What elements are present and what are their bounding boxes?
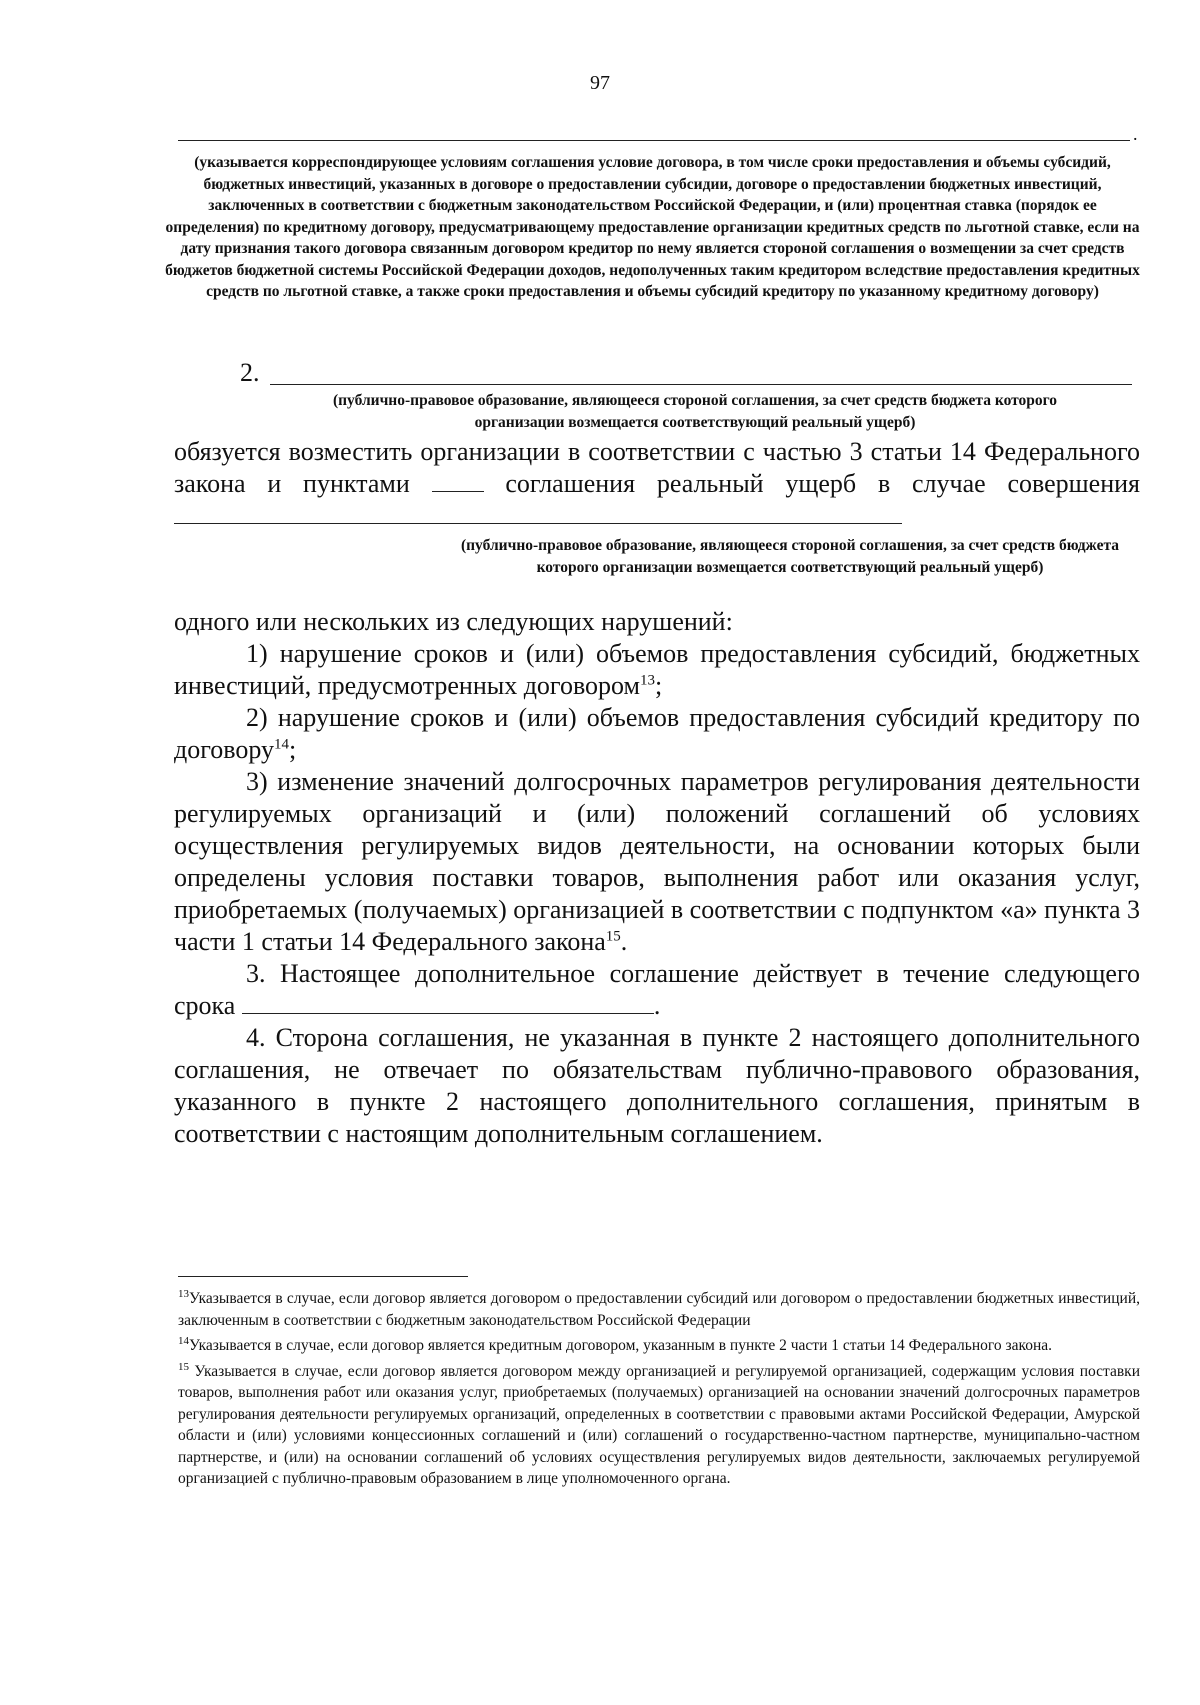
blank-term — [242, 991, 654, 1014]
item-2-number: 2. — [240, 358, 260, 387]
violations-section — [174, 606, 1140, 1150]
violation-item-3: 3) изменение значений долгосрочных параметров регулирования деятельности регулируемых организаций и (или) положений соглашений об условиях осуществления регулируемых видов деятельности, на основании которых были определены условия поставки товаров, выполнения работ или оказания услуг, приобретаемых (получаемых) организацией в соответствии с подпунктом «а» пункта 3 части 1 статьи 14 Федерального закона$^{15}$. — [174, 767, 1140, 956]
note-condition: (указывается корреспондирующее условиям соглашения условие договора, в том числе сроки предоставления и объемы субсидий, бюджетных инвестиций, указанных в договоре о предоставлении субсидии, договоре о предоставлении бюджетных инвестиций, заключенных в соответствии с бюджетным законодательством Российской Федерации, и (или) процентная ставка (порядок ее определения) по кредитному договору, предусматривающему предоставление организации кредитных средств по льготной ставке, если на дату признания такого договора связанным договором кредитор по нему является стороной соглашения о возмещении за счет средств бюджетов бюджетной системы Российской Федерации доходов, недополученных таким кредитором вследствие предоставления кредитных средств по льготной ставке, а также сроки предоставления и объемы субсидий кредитору по указанному кредитному договору) — [165, 154, 1140, 300]
violation-item-2: 2) нарушение сроков и (или) объемов предоставления субсидий кредитору по договору$^{14}$; — [174, 703, 1140, 764]
violations-intro: одного или нескольких из следующих нарушений: — [174, 607, 733, 636]
obligation-text-1: обязуется возместить организации в соответствии с частью 3 статьи 14 Федерального закона и пунктами — [174, 437, 1140, 498]
footnote-14: $^{14}$Указывается в случае, если договор является кредитным договором, указанным в пункте 2 части 1 статьи 14 Федерального закона. — [178, 1334, 1053, 1354]
footnote-ref-13[interactable]: 13 — [640, 672, 656, 689]
blank-line-condition — [178, 140, 1130, 141]
obligation-text-3: в случае совершения — [877, 469, 1141, 498]
obligation-paragraph — [174, 436, 1140, 532]
note-public-entity-2: (публично-правовое образование, являющееся стороной соглашения, за счет средств бюджета которого организации возмещается соответствующий реальный ущерб) — [460, 537, 1120, 576]
item-2-row — [240, 358, 1140, 390]
blank-line-public-entity — [270, 384, 1132, 385]
blank-line-dot: . — [1133, 124, 1138, 144]
footnotes — [178, 1288, 1140, 1494]
paragraph-4: 4. Сторона соглашения, не указанная в пункте 2 настоящего дополнительного соглашения, не отвечает по обязательствам публично-правового образования, указанного в пункте 2 настоящего дополнительного соглашения, принятым в соответствии с настоящим дополнительным соглашением. — [174, 1023, 1140, 1148]
blank-commission — [174, 501, 902, 524]
page-number: 97 — [590, 72, 610, 94]
footnote-ref-14[interactable]: 14 — [274, 736, 290, 753]
footnote-ref-15[interactable]: 15 — [605, 928, 621, 945]
footnote-13: $^{13}$Указывается в случае, если договор является договором о предоставлении субсидий или договором о предоставлении бюджетных инвестиций, заключенным в соответствии с бюджетным законодательством Российской Федерации — [178, 1287, 1140, 1329]
note-public-entity: (публично-правовое образование, являющееся стороной соглашения, за счет средств бюджета которого организации возмещается соответствующий реальный ущерб) — [332, 392, 1058, 431]
footnote-separator — [178, 1276, 468, 1277]
paragraph-3-term: 3. Настоящее дополнительное соглашение действует в течение следующего срока . — [174, 959, 1140, 1020]
violation-item-1: 1) нарушение сроков и (или) объемов предоставления субсидий, бюджетных инвестиций, предусмотренных договором$^{13}$; — [174, 639, 1140, 700]
blank-clauses — [432, 469, 484, 492]
footnote-15: $^{15}$ Указывается в случае, если договор является договором между организацией и регулируемой организацией, содержащим условия поставки товаров, выполнения работ или оказания услуг, приобретаемых (получаемых) организацией на основании значений долгосрочных параметров регулирования деятельности регулируемых организаций, определенных в соответствии с правовыми актами Российской Федерации, Амурской области и (или) условиями концессионных соглашений и (или) соглашений о государственно-частном партнерстве, муниципально-частном партнерстве, и (или) на основании соглашений об условиях осуществления регулируемых видов деятельности, заключаемых регулируемой организацией с публично-правовым образованием в лице уполномоченного органа. — [178, 1360, 1140, 1487]
obligation-text-2: соглашения реальный ущерб — [505, 469, 857, 498]
